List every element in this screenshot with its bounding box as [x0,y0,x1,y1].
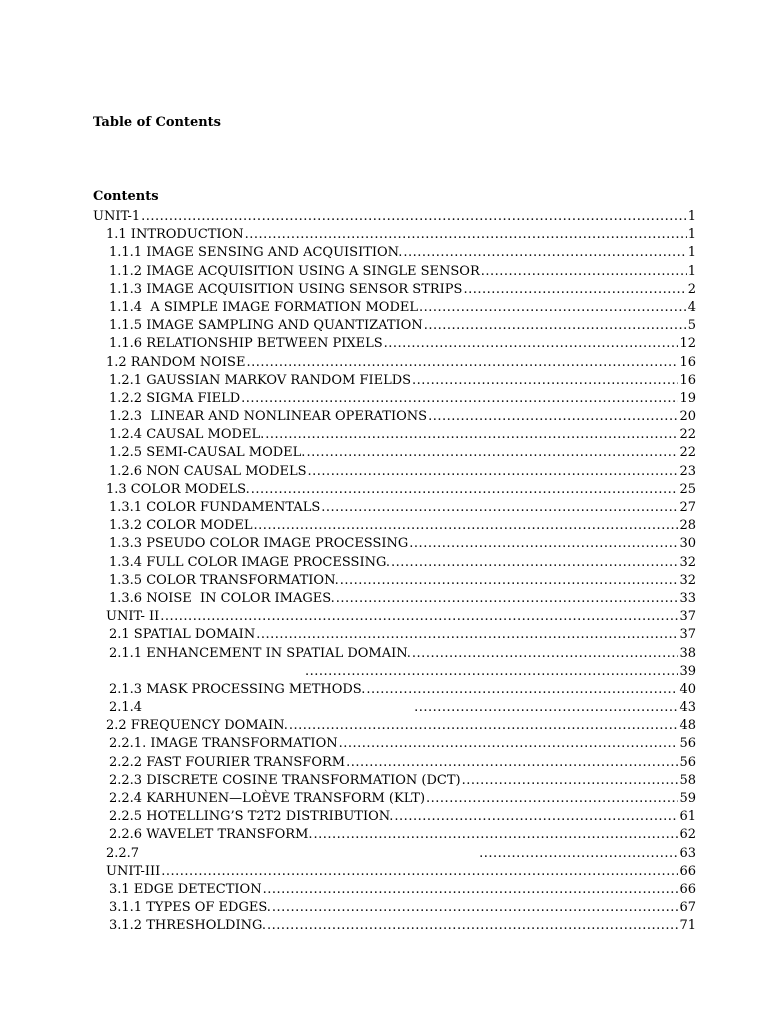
toc-entry[interactable] [93,554,696,572]
toc-entry[interactable] [93,772,696,790]
toc-entry-title: 1.1.5 IMAGE SAMPLING AND QUANTIZATION [109,318,423,334]
toc-entry[interactable] [93,863,696,881]
toc-entry-page: 56 [679,754,696,770]
dot-leader [403,244,686,262]
toc-entry-page: 39 [679,663,696,679]
toc-entry-page: 71 [679,918,696,934]
toc-entry-page: 38 [679,645,696,661]
toc-entry-page: 28 [679,518,696,534]
dot-leader [463,281,686,299]
toc-entry[interactable] [93,572,696,590]
dot-leader [267,917,678,935]
toc-entry[interactable] [93,917,696,935]
dot-leader [160,608,678,626]
toc-entry-title: 1.1 INTRODUCTION [106,227,244,243]
dot-leader [462,772,679,790]
toc-entry[interactable] [93,226,696,244]
toc-entry-title: 2.1.1 ENHANCEMENT IN SPATIAL DOMAIN. [109,645,411,661]
toc-entry-page: 59 [679,791,696,806]
toc-entry[interactable] [93,372,696,390]
contents-heading: Contents [93,189,159,204]
toc-entry-page: 48 [679,718,696,734]
dot-leader [366,681,678,699]
dot-leader [314,826,679,844]
toc-entry-page: 4 [687,299,696,315]
dot-leader [336,590,679,608]
toc-entry-title: 2.2.2 FAST FOURIER TRANSFORM [109,754,346,770]
dot-leader [428,408,678,426]
dot-leader [424,317,687,335]
toc-entry-page: 37 [679,627,696,643]
toc-entry-page: 33 [679,590,696,606]
toc-entry-title: 1.2.3 LINEAR AND NONLINEAR OPERATIONS [109,409,428,425]
toc-entry-page: 1 [687,245,696,261]
toc-entry-title: 1.1.6 RELATIONSHIP BETWEEN PIXELS [109,336,383,352]
dot-leader [308,463,679,481]
toc-entry-title: 2.2.4 KARHUNEN—LOÈVE TRANSFORM (KLT) [109,791,426,806]
toc-entry-title: 1.2.5 SEMI-CAUSAL MODEL. [109,445,306,461]
toc-entry[interactable] [93,390,696,408]
toc-entry-page: 40 [679,681,696,697]
toc-entry[interactable] [93,444,696,462]
toc-entry-page: 16 [679,372,696,388]
toc-entry[interactable] [93,517,696,535]
page-title: Table of Contents [93,115,221,130]
dot-leader [394,808,678,826]
toc-entry-page: 1 [687,263,696,279]
dot-leader [414,699,678,717]
toc-entry[interactable] [93,590,696,608]
toc-entry-title: 1.3 COLOR MODELS. [106,481,250,497]
dot-leader [339,735,679,753]
toc-entry-title: 1.1.1 IMAGE SENSING AND ACQUISITION. [109,245,403,261]
toc-entry-page: 63 [679,845,696,861]
dot-leader [426,790,678,808]
toc-entry-title: 1.3.6 NOISE IN COLOR IMAGES. [109,590,335,606]
toc-entry[interactable] [93,244,696,262]
toc-entry-page: 66 [679,881,696,897]
toc-entry[interactable] [93,608,696,626]
toc-entry-title: UNIT- II [106,609,160,625]
toc-entry-page: 56 [679,736,696,752]
toc-entry-title: 3.1.1 TYPES OF EDGES. [109,900,271,916]
toc-entry-title: 1.3.1 COLOR FUNDAMENTALS [109,500,321,515]
toc-entry-title: UNIT-III [106,863,161,879]
toc-entry[interactable] [93,808,696,826]
toc-entry[interactable] [93,717,696,735]
dot-leader [161,863,678,881]
toc-entry-page: 61 [679,809,696,825]
dot-leader [479,845,678,863]
toc-entry[interactable] [93,481,696,499]
toc-entry[interactable] [93,754,696,772]
toc-entry-title: 1.1.2 IMAGE ACQUISITION USING A SINGLE SENSOR [109,263,480,279]
dot-leader [481,263,687,281]
toc-entry-title: 2.1.4 [109,700,143,716]
toc-entry-page: 20 [679,409,696,425]
dot-leader [412,645,679,663]
toc-entry-page: 27 [679,500,696,515]
toc-entry[interactable] [93,699,696,717]
toc-entry[interactable] [93,663,696,681]
toc-entry-title: 1.2.1 GAUSSIAN MARKOV RANDOM FIELDS [109,372,412,388]
dot-leader [263,881,679,899]
toc-entry[interactable] [93,645,696,663]
toc-entry-title: 1.1.4 A SIMPLE IMAGE FORMATION MODEL [109,299,418,315]
toc-entry[interactable] [93,881,696,899]
dot-leader [289,717,679,735]
toc-entry[interactable] [93,790,696,808]
toc-entry-title: 2.2.7 [106,845,140,861]
dot-leader [251,481,679,499]
toc-entry-title: 2.2 FREQUENCY DOMAIN. [106,718,288,734]
toc-entry-page: 32 [679,572,696,588]
dot-leader [254,517,679,535]
toc-entry-title: 2.2.1. IMAGE TRANSFORMATION [109,736,338,752]
toc-entry[interactable] [93,317,696,335]
toc-entry-title: 1.3.2 COLOR MODEL [109,518,253,534]
toc-entry[interactable] [93,208,696,226]
toc-entry-title: 2.1.3 MASK PROCESSING METHODS. [109,681,366,697]
toc-entry-title: 3.1.2 THRESHOLDING. [109,918,267,934]
toc-entry-title: 1.2.2 SIGMA FIELD [109,390,241,406]
toc-entry-page: 22 [679,445,696,461]
toc-entry[interactable] [93,681,696,699]
dot-leader [409,535,678,553]
toc-entry-title: 1.3.4 FULL COLOR IMAGE PROCESSING. [109,554,391,570]
dot-leader [246,354,678,372]
toc-entry-title: 3.1 EDGE DETECTION [109,881,262,897]
dot-leader [265,426,678,444]
toc-entry[interactable] [93,735,696,753]
toc-entry-title: 1.3.5 COLOR TRANSFORMATION. [109,572,339,588]
dot-leader [306,444,678,462]
toc-entry-page: 12 [679,336,696,352]
toc-entry-page: 67 [679,900,696,916]
toc-entry-page: 43 [679,700,696,716]
toc-entry-page: 5 [687,318,696,334]
toc-entry[interactable] [93,335,696,353]
toc-entry-page: 25 [679,481,696,497]
toc-entry[interactable] [93,263,696,281]
toc-entry[interactable] [93,299,696,317]
toc-entry-title: 1.1.3 IMAGE ACQUISITION USING SENSOR STRIPS [109,281,463,297]
toc-entry-title: 2.2.6 WAVELET TRANSFORM. [109,827,313,843]
toc-entry[interactable] [93,408,696,426]
dot-leader [346,754,678,772]
dot-leader [305,663,678,681]
toc-entry-title: 2.1 SPATIAL DOMAIN [109,627,256,643]
toc-entry-page: 1 [687,227,696,243]
dot-leader [412,372,678,390]
toc-entry-title: 2.2.5 HOTELLING’S T2T2 DISTRIBUTION. [109,809,394,825]
toc-entry-page: 23 [679,463,696,479]
dot-leader [256,626,678,644]
toc-entry-title: 2.2.3 DISCRETE COSINE TRANSFORMATION (DCT) [109,772,461,788]
toc-entry[interactable] [93,426,696,444]
dot-leader [245,226,687,244]
toc-entry-page: 66 [679,863,696,879]
dot-leader [391,554,678,572]
toc-entry-page: 32 [679,554,696,570]
toc-entry-page: 58 [679,772,696,788]
toc-entry[interactable] [93,281,696,299]
toc-entry[interactable] [93,845,696,863]
dot-leader [141,208,687,226]
toc-entry[interactable] [93,626,696,644]
dot-leader [384,335,679,353]
toc-entry-page: 1 [687,209,696,224]
toc-entry-title: 1.2.4 CAUSAL MODEL. [109,427,265,443]
toc-entry[interactable] [93,899,696,917]
toc-entry[interactable] [93,354,696,372]
toc-entry-page: 2 [687,281,696,297]
dot-leader [340,572,679,590]
toc-entry-page: 37 [679,609,696,625]
dot-leader [321,499,678,517]
dot-leader [419,299,687,317]
table-of-contents [93,208,696,936]
toc-entry[interactable] [93,463,696,481]
toc-entry[interactable] [93,499,696,517]
toc-entry-page: 16 [679,354,696,370]
toc-entry-title: 1.3.3 PSEUDO COLOR IMAGE PROCESSING [109,536,409,552]
toc-entry[interactable] [93,535,696,553]
toc-entry-title: 1.2.6 NON CAUSAL MODELS [109,463,307,479]
toc-entry-title: 1.2 RANDOM NOISE [106,354,246,370]
dot-leader [272,899,679,917]
toc-entry-page: 22 [679,427,696,443]
toc-entry-title: UNIT-1 [93,209,141,224]
toc-entry-page: 19 [679,390,696,406]
toc-entry-page: 30 [679,536,696,552]
toc-entry-page: 62 [679,827,696,843]
dot-leader [241,390,678,408]
toc-entry[interactable] [93,826,696,844]
